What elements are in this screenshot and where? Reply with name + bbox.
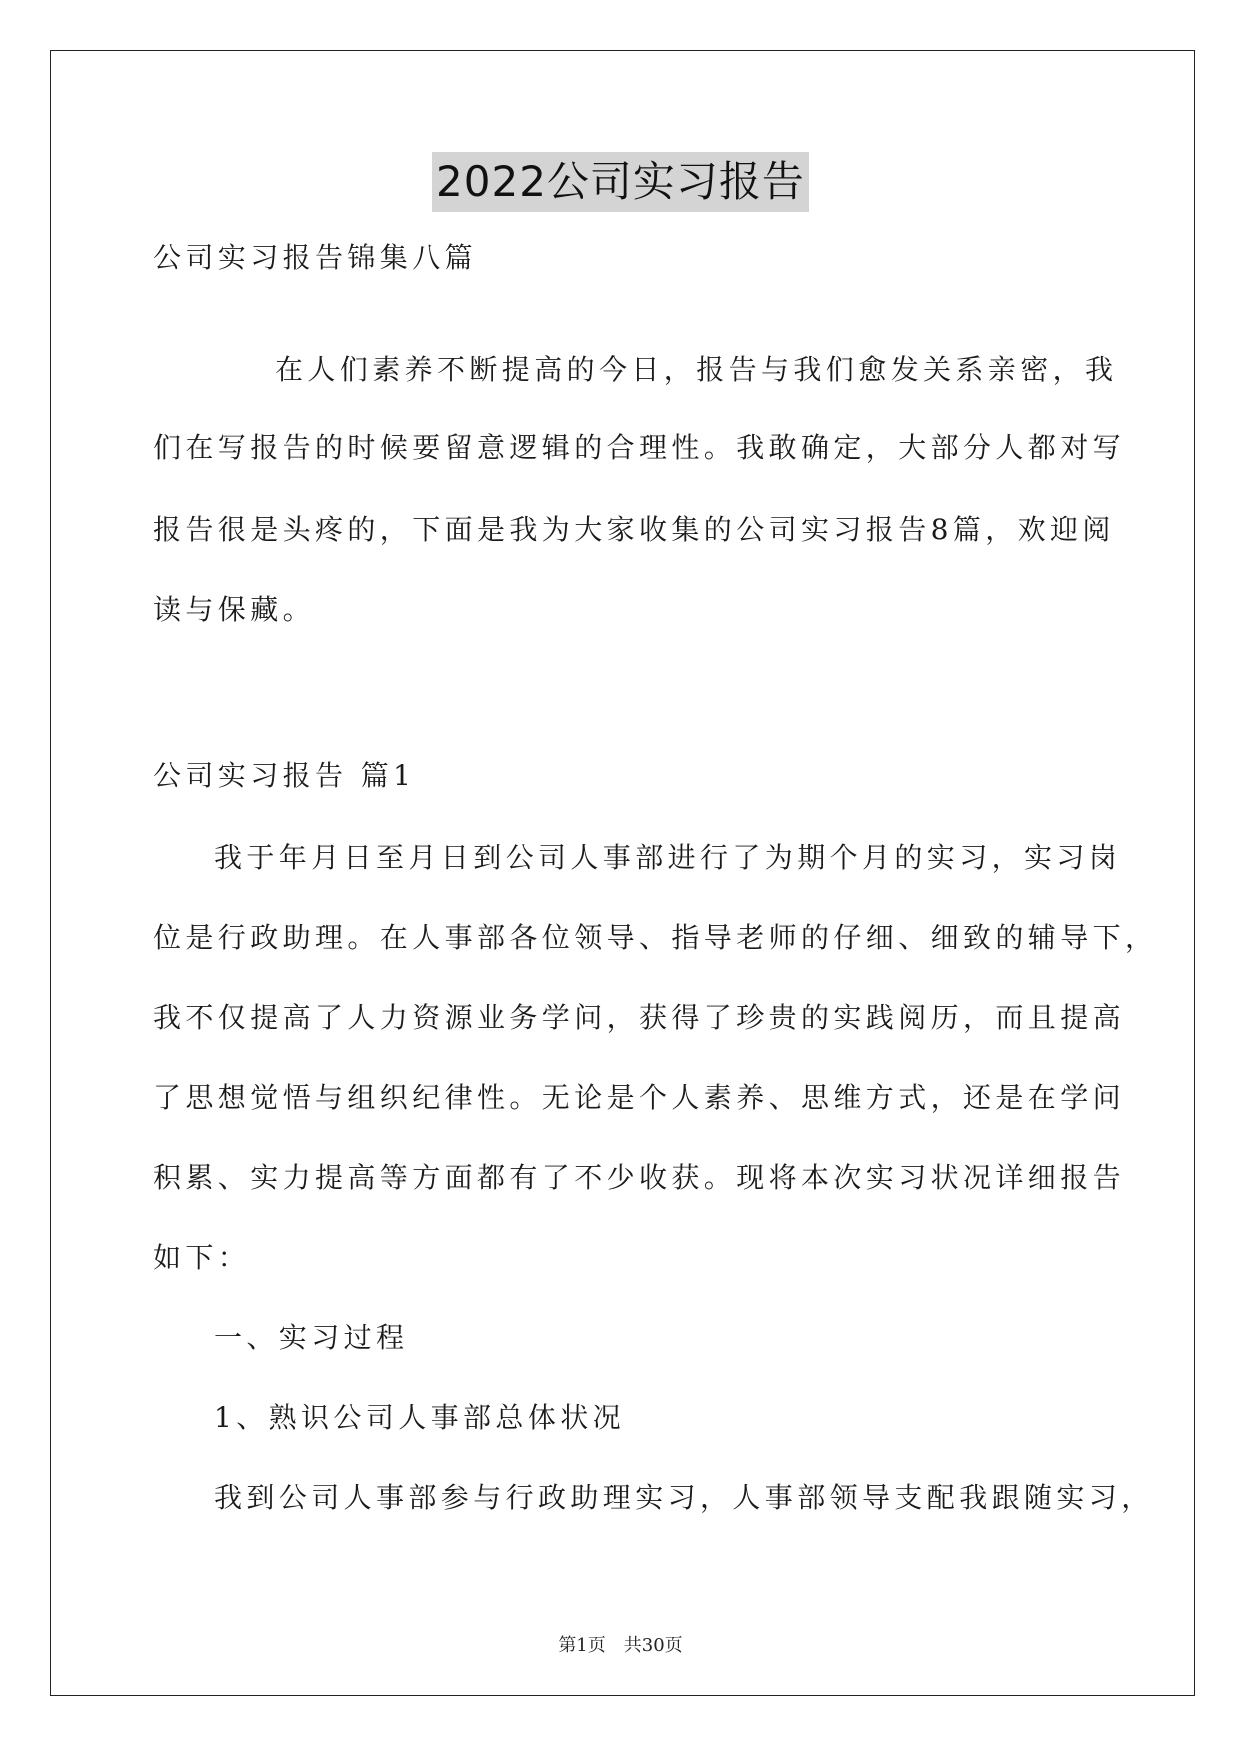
paragraph-line: 如下：	[153, 1241, 251, 1274]
paragraph-line: 在人们素养不断提高的今日，报告与我们愈发关系亲密，我	[275, 353, 1118, 386]
subtitle: 公司实习报告锦集八篇	[153, 241, 478, 274]
subsection-heading: 1、熟识公司人事部总体状况	[214, 1401, 626, 1434]
title-container	[0, 152, 1241, 212]
paragraph-line: 了思想觉悟与组织纪律性。无论是个人素养、思维方式，还是在学问	[153, 1081, 1126, 1114]
paragraph-line: 们在写报告的时候要留意逻辑的合理性。我敢确定，大部分人都对写	[153, 431, 1126, 464]
paragraph-line: 读与保藏。	[153, 593, 316, 626]
paragraph-line: 我不仅提高了人力资源业务学问，获得了珍贵的实践阅历，而且提高	[153, 1001, 1126, 1034]
subsection-heading: 一、实习过程	[214, 1321, 409, 1354]
paragraph-line: 位是行政助理。在人事部各位领导、指导老师的仔细、细致的辅导下，	[153, 921, 1158, 954]
paragraph-line: 积累、实力提高等方面都有了不少收获。现将本次实习状况详细报告	[153, 1161, 1126, 1194]
page-footer: 第1页 共30页	[558, 1635, 683, 1656]
paragraph-line: 报告很是头疼的，下面是我为大家收集的公司实习报告8篇，欢迎阅	[153, 513, 1115, 546]
section-heading: 公司实习报告 篇1	[153, 759, 416, 792]
paragraph-line: 我于年月日至月日到公司人事部进行了为期个月的实习，实习岗	[214, 841, 1122, 874]
document-title: 2022公司实习报告	[432, 152, 809, 212]
paragraph-line: 我到公司人事部参与行政助理实习，人事部领导支配我跟随实习，	[214, 1481, 1154, 1514]
